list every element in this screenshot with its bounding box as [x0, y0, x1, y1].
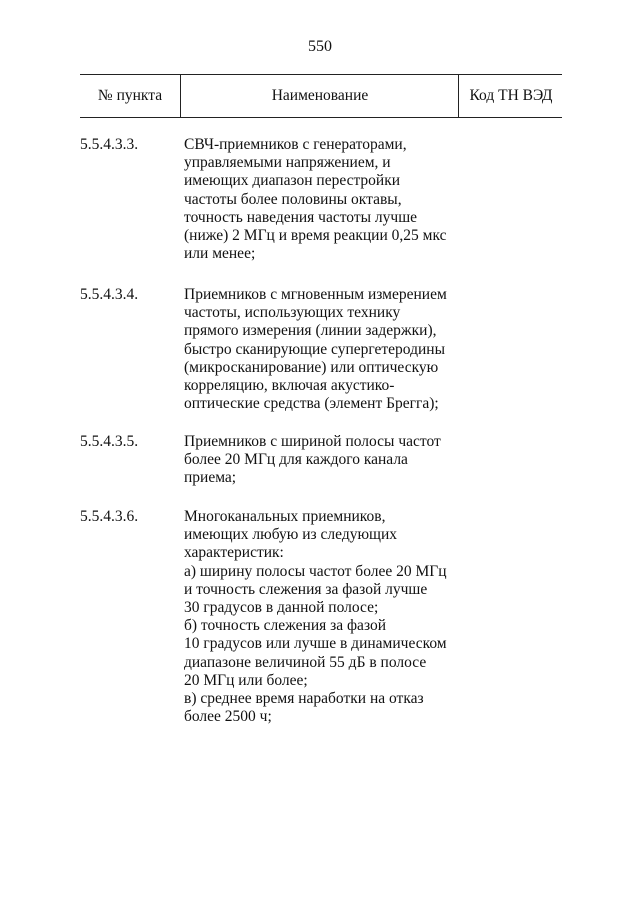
- header-code-tn-ved: Код ТН ВЭД: [458, 75, 563, 117]
- row-number: 5.5.4.3.5.: [80, 433, 139, 450]
- page-number: 550: [308, 38, 332, 55]
- header-item-number: № пункта: [97, 87, 163, 104]
- row-description: Приемников с шириной полосы частот более 20 МГц для каждого канала приема;: [184, 433, 441, 487]
- header-name: Наименование: [180, 75, 459, 117]
- row-description: СВЧ-приемников с генераторами, управляемыми напряжением, и имеющих диапазон перестройки частоты более половины октавы, точность наведения частоты лучше (ниже) 2 МГц и время реакции 0,25 мкс или менее;: [184, 136, 447, 263]
- row-number: 5.5.4.3.4.: [80, 286, 139, 303]
- row-description: Приемников с мгновенным измерением частоты, использующих технику прямого измерения (линии задержки), быстро сканирующие супергетеродины (микросканирование) или оптическую корреляцию, включая акустико- оптические средства (элемент Брегга);: [184, 286, 447, 413]
- row-description: Многоканальных приемников, имеющих любую из следующих характеристик: а) ширину полосы частот более 20 МГц и точность слежения за фазой лучше 30 градусов в данной полосе; б) точность слежения за фазой 10 градусов или лучше в динамическом диапазоне величиной 55 дБ в полосе 20 МГц или более; в) среднее время наработки на отказ более 2500 ч;: [184, 508, 447, 726]
- row-number: 5.5.4.3.3.: [80, 136, 139, 153]
- row-number: 5.5.4.3.6.: [80, 508, 139, 525]
- table-header: [80, 74, 562, 118]
